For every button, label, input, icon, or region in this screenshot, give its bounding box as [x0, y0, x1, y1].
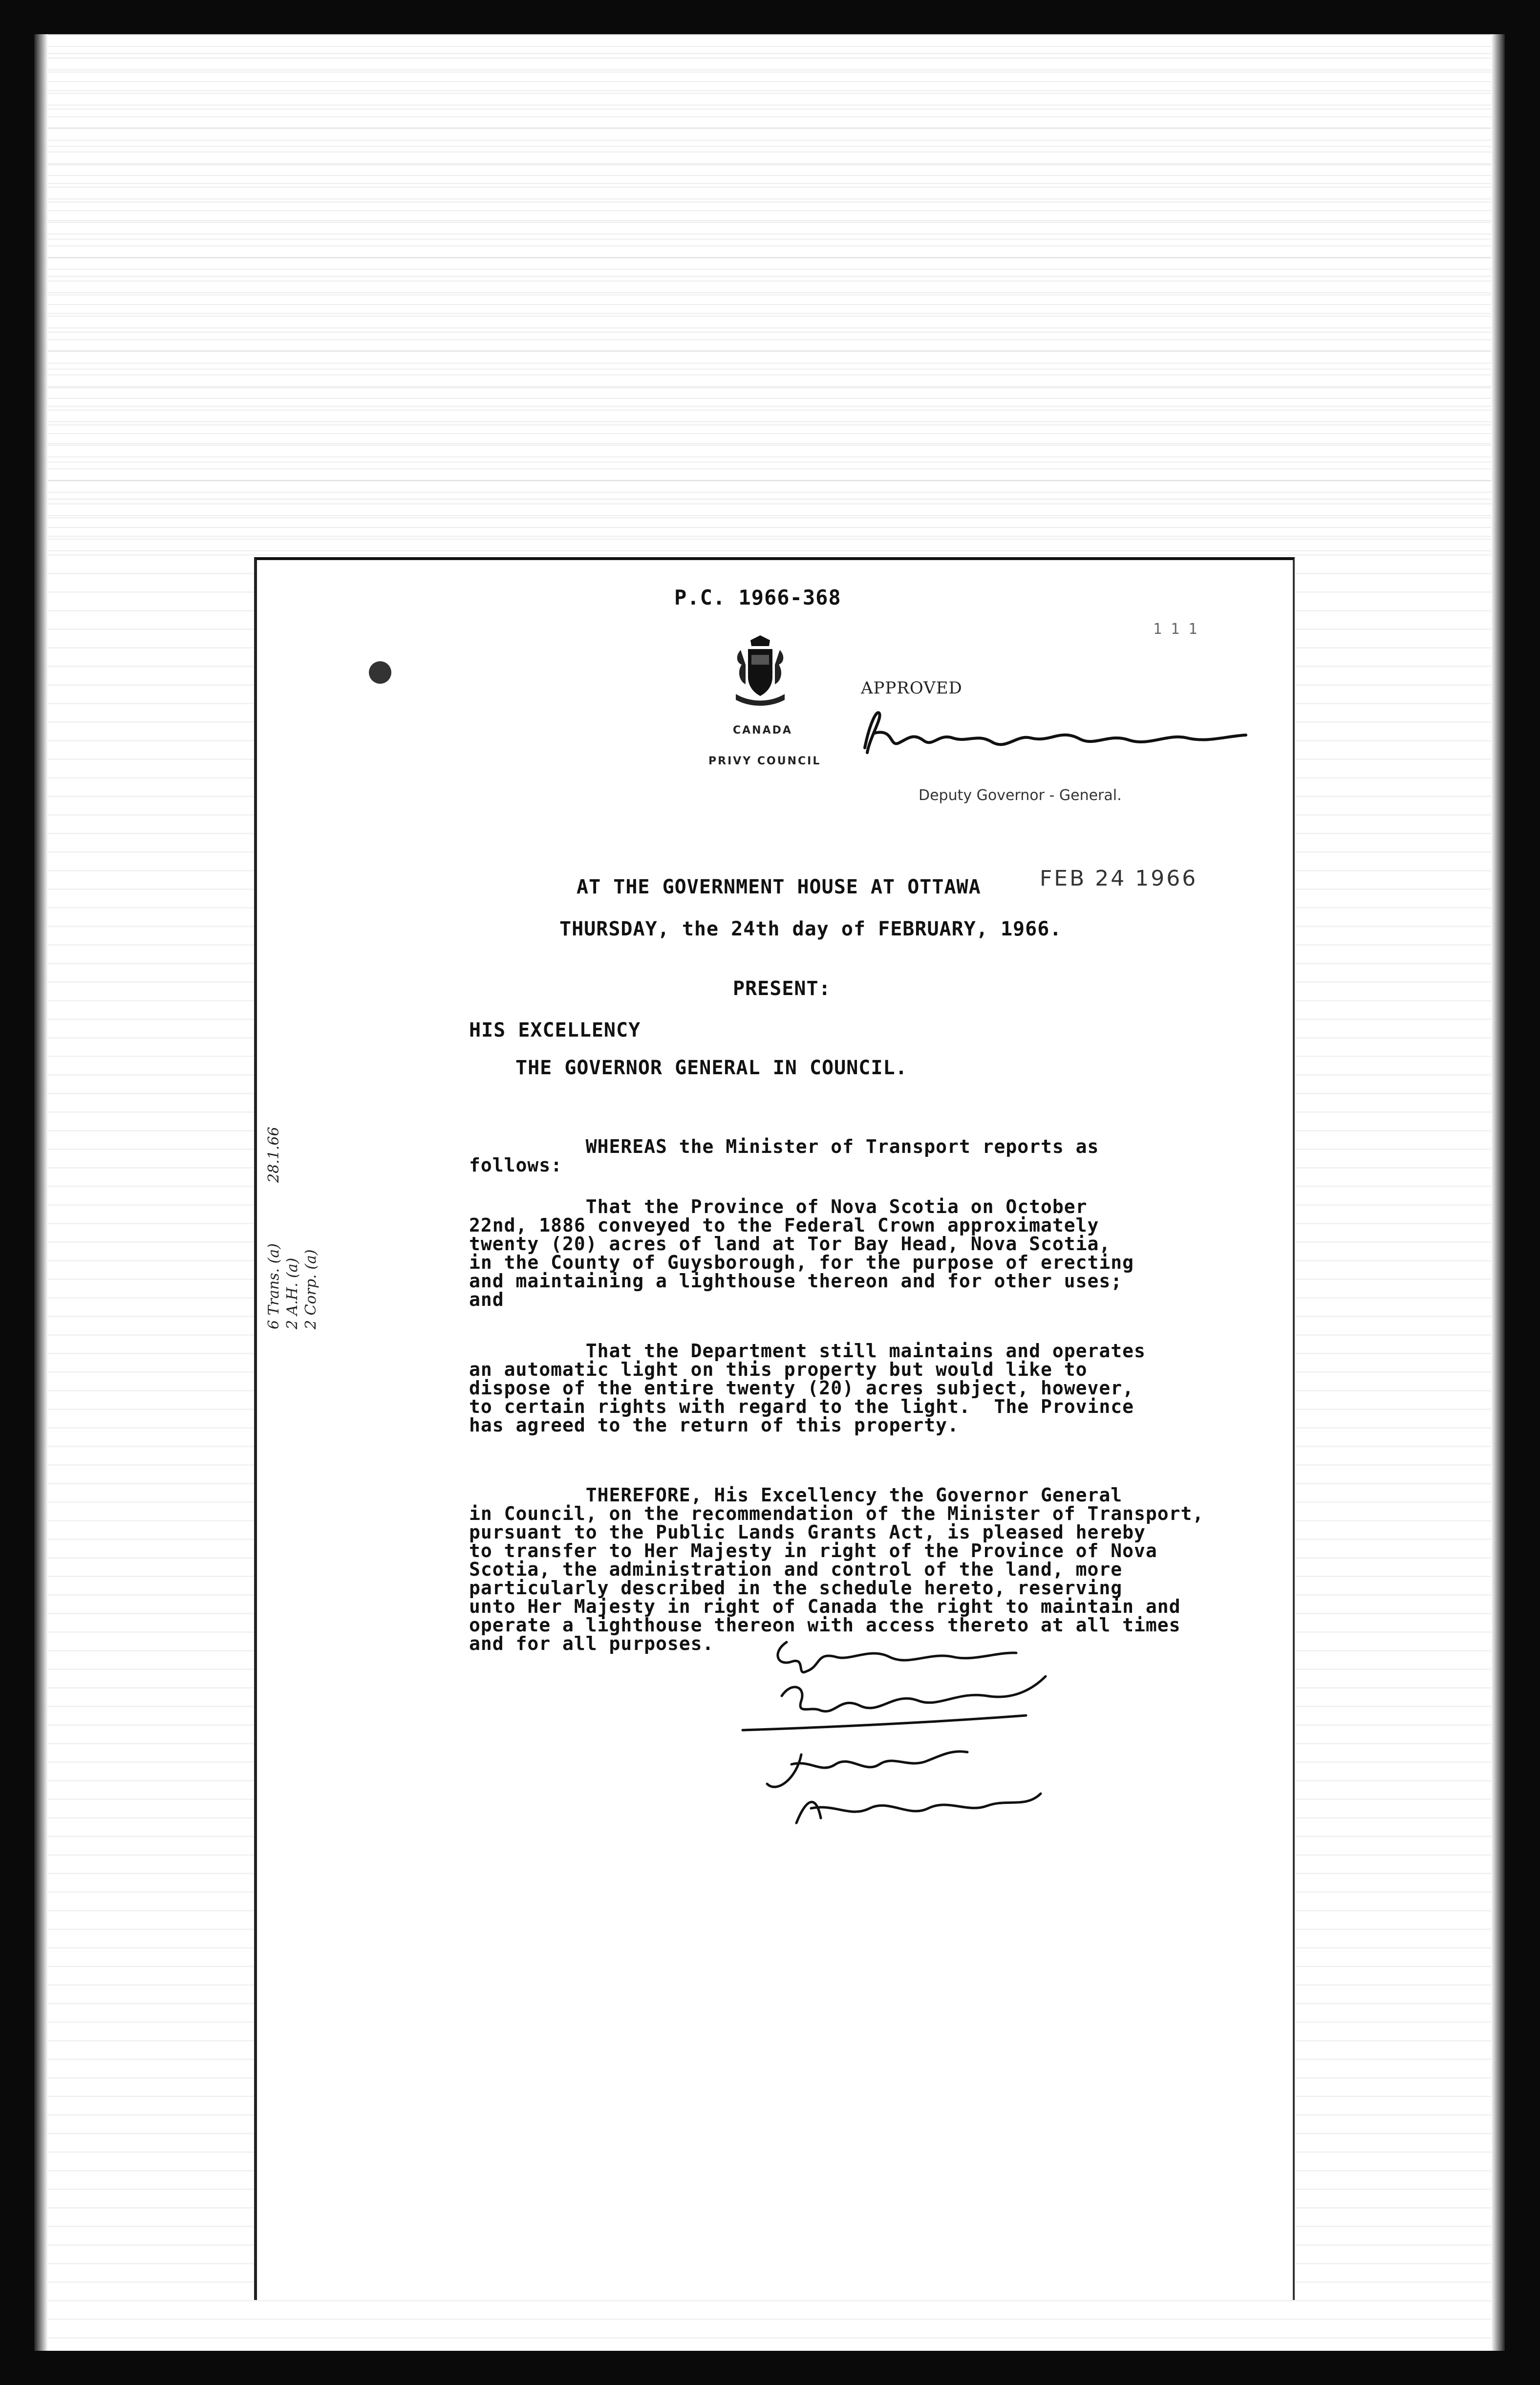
scan-edge-left: [34, 34, 48, 2351]
location-line: AT THE GOVERNMENT HOUSE AT OTTAWA: [577, 876, 981, 898]
present-heading: PRESENT:: [733, 977, 831, 1000]
governor-general-line: THE GOVERNOR GENERAL IN COUNCIL.: [515, 1057, 908, 1079]
coat-of-arms-icon: [731, 635, 790, 709]
punch-hole: [369, 661, 391, 684]
svg-text:28.1.66: 28.1.66: [265, 1127, 282, 1183]
approval-signature: [855, 704, 1256, 767]
date-stamp: FEB 24 1966: [1040, 866, 1198, 891]
his-excellency-line: HIS EXCELLENCY: [469, 1019, 641, 1041]
crest-country-label: CANADA: [733, 724, 792, 737]
handwritten-margin-note: [264, 1085, 327, 1359]
order-number: P.C. 1966-368: [674, 585, 841, 609]
paragraph-province: That the Province of Nova Scotia on October 22nd, 1886 conveyed to the Federal Crown approximately twenty (20) acres of land at Tor Bay Head, Nova Scotia, in the County of Guysborough, for the purpose of erecting and maintaining a lighthouse thereon and for other uses; and: [469, 1196, 1134, 1310]
crest-office-label: PRIVY COUNCIL: [708, 755, 821, 767]
paragraph-therefore: THEREFORE, His Excellency the Governor General in Council, on the recommendation of the Minister of Transport, pursuant to the Public Lands Grants Act, is pleased hereby to transfer to Her Majesty in right of the Province of Nova Scotia, the administration and control of the land, more particularly described in the schedule hereto, reserving unto Her Majesty in right of Canada the right to maintain and operate a lighthouse thereon with access thereto at all times and for all purposes.: [469, 1484, 1204, 1654]
svg-text:2 Corp. (a): 2 Corp. (a): [302, 1249, 320, 1329]
paragraph-whereas: WHEREAS the Minister of Transport reports as follows:: [469, 1136, 1099, 1176]
page-mark: 1 1 1: [1153, 621, 1198, 638]
paragraph-department: That the Department still maintains and operates an automatic light on this property but would like to dispose of the entire twenty (20) acres subject, however, to certain rights with regard to the light. The Province has agreed to the return of this property.: [469, 1340, 1146, 1436]
svg-text:2 A.H. (a): 2 A.H. (a): [284, 1258, 301, 1329]
scan-edge-right: [1491, 34, 1505, 2351]
date-line: THURSDAY, the 24th day of FEBRUARY, 1966.: [559, 918, 1062, 940]
svg-text:6 Trans. (a): 6 Trans. (a): [265, 1243, 282, 1329]
scan-streaks: [34, 34, 1505, 552]
deputy-governor-title: Deputy Governor - General.: [919, 787, 1122, 804]
approved-label: APPROVED: [861, 678, 962, 698]
minister-signatures: [723, 1632, 1094, 1847]
